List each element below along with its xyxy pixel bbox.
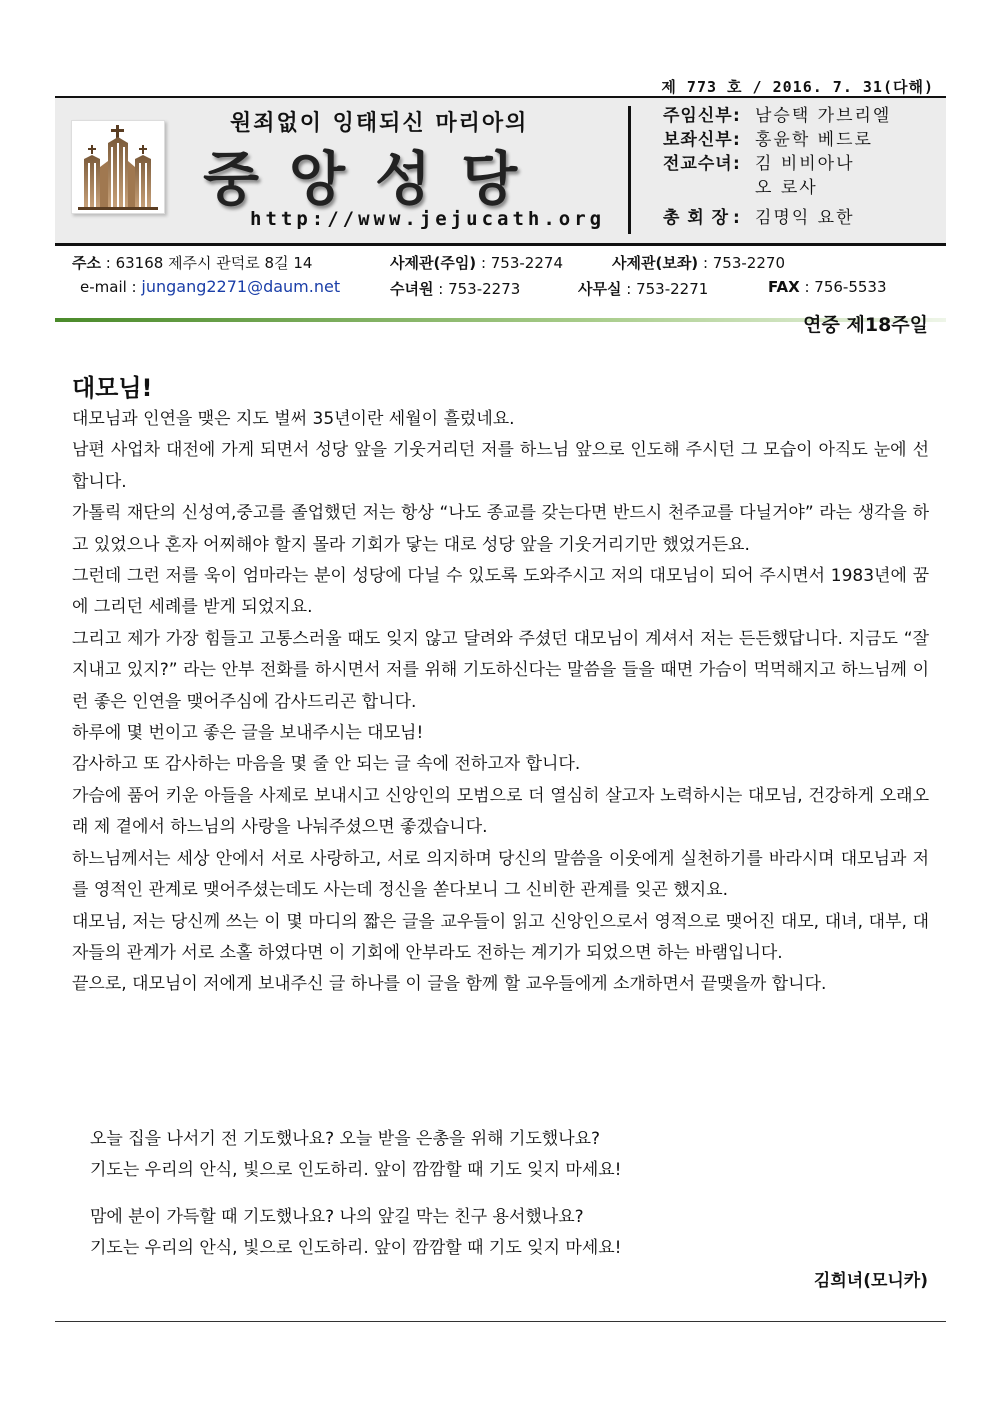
email: e-mail : jungang2271@daum.net	[80, 277, 341, 296]
church-name: 중앙성당	[203, 145, 548, 213]
email-link[interactable]: jungang2271@daum.net	[141, 277, 341, 296]
staff-name: 오 로사	[755, 178, 818, 198]
article-paragraph: 하느님께서는 세상 안에서 서로 사랑하고, 서로 의지하며 당신의 말씀을 이웃에게 실천하기를 바라시며 대모님과 저를 영적인 관계로 맺어주셨는데도 사는데 정신을 쏟다보니 그 신비한 관계를 잊곤 했지요.	[72, 848, 929, 901]
article-paragraph: 가톨릭 재단의 신성여,중고를 졸업했던 저는 항상 “나도 종교를 갖는다면 반드시 천주교를 다닐거야” 라는 생각을 하고 있었으나 혼자 어찌해야 할지 몰라 기회가 닿는 대로 성당 앞을 기웃거리기만 했었거든요.	[72, 503, 929, 555]
issue-number: 제 773 호 / 2016. 7. 31(다해)	[661, 78, 934, 96]
article-paragraph: 그리고 제가 가장 힘들고 고통스러울 때도 잊지 않고 달려와 주셨던 대모님이 계셔서 저는 든든했답니다. 지금도 “잘 지내고 있지?” 라는 안부 전화를 하시면서 저를 위해 기도하신다는 말씀을 들을 때면 가슴이 먹먹해지고 하느님께 이런 좋은 인연을 맺어주심에 감사드리곤 합니다.	[72, 628, 929, 712]
staff-role: 보좌신부	[663, 130, 733, 150]
staff-row-sister-2	[663, 176, 891, 200]
office-value: 753-2271	[636, 280, 709, 298]
article-paragraph: 끝으로, 대모님이 저에게 보내주신 글 하나를 이 글을 함께 할 교우들에게 소개하면서 끝맺을까 합니다.	[72, 974, 827, 995]
staff-row-president	[663, 206, 891, 230]
rectory-assist-value: 753-2270	[712, 254, 785, 272]
staff-colon: :	[733, 154, 740, 174]
address-value: 63168 제주시 관덕로 8길 14	[115, 254, 313, 272]
masthead	[55, 98, 946, 243]
staff-name: 김 비비아나	[755, 154, 855, 174]
fax: FAX : 756-5533	[768, 278, 887, 296]
header-divider	[628, 106, 631, 234]
staff-role: 총 회 장	[663, 208, 730, 228]
rectory-assist-label: 사제관(보좌)	[612, 254, 699, 272]
email-label: e-mail	[80, 278, 127, 296]
rectory-assist-phone: 사제관(보좌) : 753-2270	[612, 254, 785, 272]
footer-rule	[55, 1321, 946, 1322]
article-paragraph: 그런데 그런 저를 욱이 엄마라는 분이 성당에 다닐 수 있도록 도와주시고 저의 대모님이 되어 주시면서 1983년에 꿈에 그리던 세례를 받게 되었지요.	[72, 566, 929, 618]
poem-line: 오늘 집을 나서기 전 기도했나요? 오늘 받을 은총을 위해 기도했나요?	[90, 1129, 601, 1149]
address-label: 주소	[72, 254, 101, 272]
poem-line: 기도는 우리의 안식, 빛으로 인도하리. 앞이 깜깜할 때 기도 잊지 마세요!	[90, 1160, 622, 1180]
staff-row-assistant	[663, 128, 891, 152]
staff-row-sister	[663, 152, 891, 176]
rectory-main-label: 사제관(주임)	[390, 254, 477, 272]
liturgical-sunday: 연중 제18주일	[803, 314, 928, 336]
article-paragraph: 가슴에 품어 키운 아들을 사제로 보내시고 신앙인의 모범으로 더 열심히 살고자 노력하시는 대모님, 건강하게 오래오래 제 곁에서 하느님의 사랑을 나눠주셨으면 좋겠습니다.	[72, 785, 929, 838]
convent-label: 수녀원	[390, 280, 434, 298]
convent-value: 753-2273	[448, 280, 521, 298]
staff-role	[663, 176, 733, 200]
staff-role: 주임신부	[663, 106, 733, 126]
staff-colon-blank	[733, 176, 755, 200]
office-label: 사무실	[578, 280, 622, 298]
convent-phone: 수녀원 : 753-2273	[390, 280, 521, 298]
staff-name: 남승택 가브리엘	[755, 106, 892, 126]
staff-row-pastor	[663, 104, 891, 128]
fax-label: FAX	[768, 278, 800, 296]
staff-list	[663, 104, 891, 230]
website-link[interactable]: http://www.jejucath.org	[250, 208, 606, 230]
poem-stanza-2	[90, 1202, 621, 1264]
article-heading: 대모님!	[72, 374, 153, 402]
article-paragraph: 대모님, 저는 당신께 쓰는 이 몇 마디의 짧은 글을 교우들이 읽고 신앙인으로서 영적으로 맺어진 대모, 대녀, 대부, 대자들의 관계가 서로 소홀 하였다면 이 기회에 안부라도 전하는 계기가 되었으면 하는 바램입니다.	[72, 911, 929, 963]
article-paragraph: 대모님과 인연을 맺은 지도 벌써 35년이란 세월이 흘렀네요.	[72, 409, 515, 429]
poem-stanza-1	[90, 1124, 621, 1186]
staff-name: 김명익 요한	[755, 208, 855, 228]
article-paragraph: 감사하고 또 감사하는 마음을 몇 줄 안 되는 글 속에 전하고자 합니다.	[72, 754, 581, 775]
staff-colon: :	[733, 208, 740, 228]
rectory-main-phone: 사제관(주임) : 753-2274	[390, 254, 563, 272]
church-logo-icon	[71, 120, 165, 214]
staff-colon: :	[733, 106, 740, 126]
author-signature: 김희녀(모니카)	[813, 1271, 928, 1291]
article-body	[72, 404, 929, 1001]
poem-line: 기도는 우리의 안식, 빛으로 인도하리. 앞이 깜깜할 때 기도 잊지 마세요!	[90, 1238, 622, 1258]
church-subtitle: 원죄없이 잉태되신 마리아의	[230, 111, 529, 136]
article-paragraph: 하루에 몇 번이고 좋은 글을 보내주시는 대모님!	[72, 723, 424, 744]
address: 주소 : 63168 제주시 관덕로 8길 14	[72, 254, 313, 272]
masthead-bottom-rule	[55, 243, 946, 246]
staff-name: 홍윤학 베드로	[755, 130, 873, 150]
article-paragraph: 남편 사업차 대전에 가게 되면서 성당 앞을 기웃거리던 저를 하느님 앞으로 인도해 주시던 그 모습이 아직도 눈에 선합니다.	[72, 440, 929, 492]
poem-line: 맘에 분이 가득할 때 기도했나요? 나의 앞길 막는 친구 용서했나요?	[90, 1207, 584, 1227]
office-phone: 사무실 : 753-2271	[578, 280, 709, 298]
staff-role: 전교수녀	[663, 154, 733, 174]
staff-colon: :	[733, 130, 740, 150]
fax-value: 756-5533	[814, 278, 887, 296]
rectory-main-value: 753-2274	[490, 254, 563, 272]
